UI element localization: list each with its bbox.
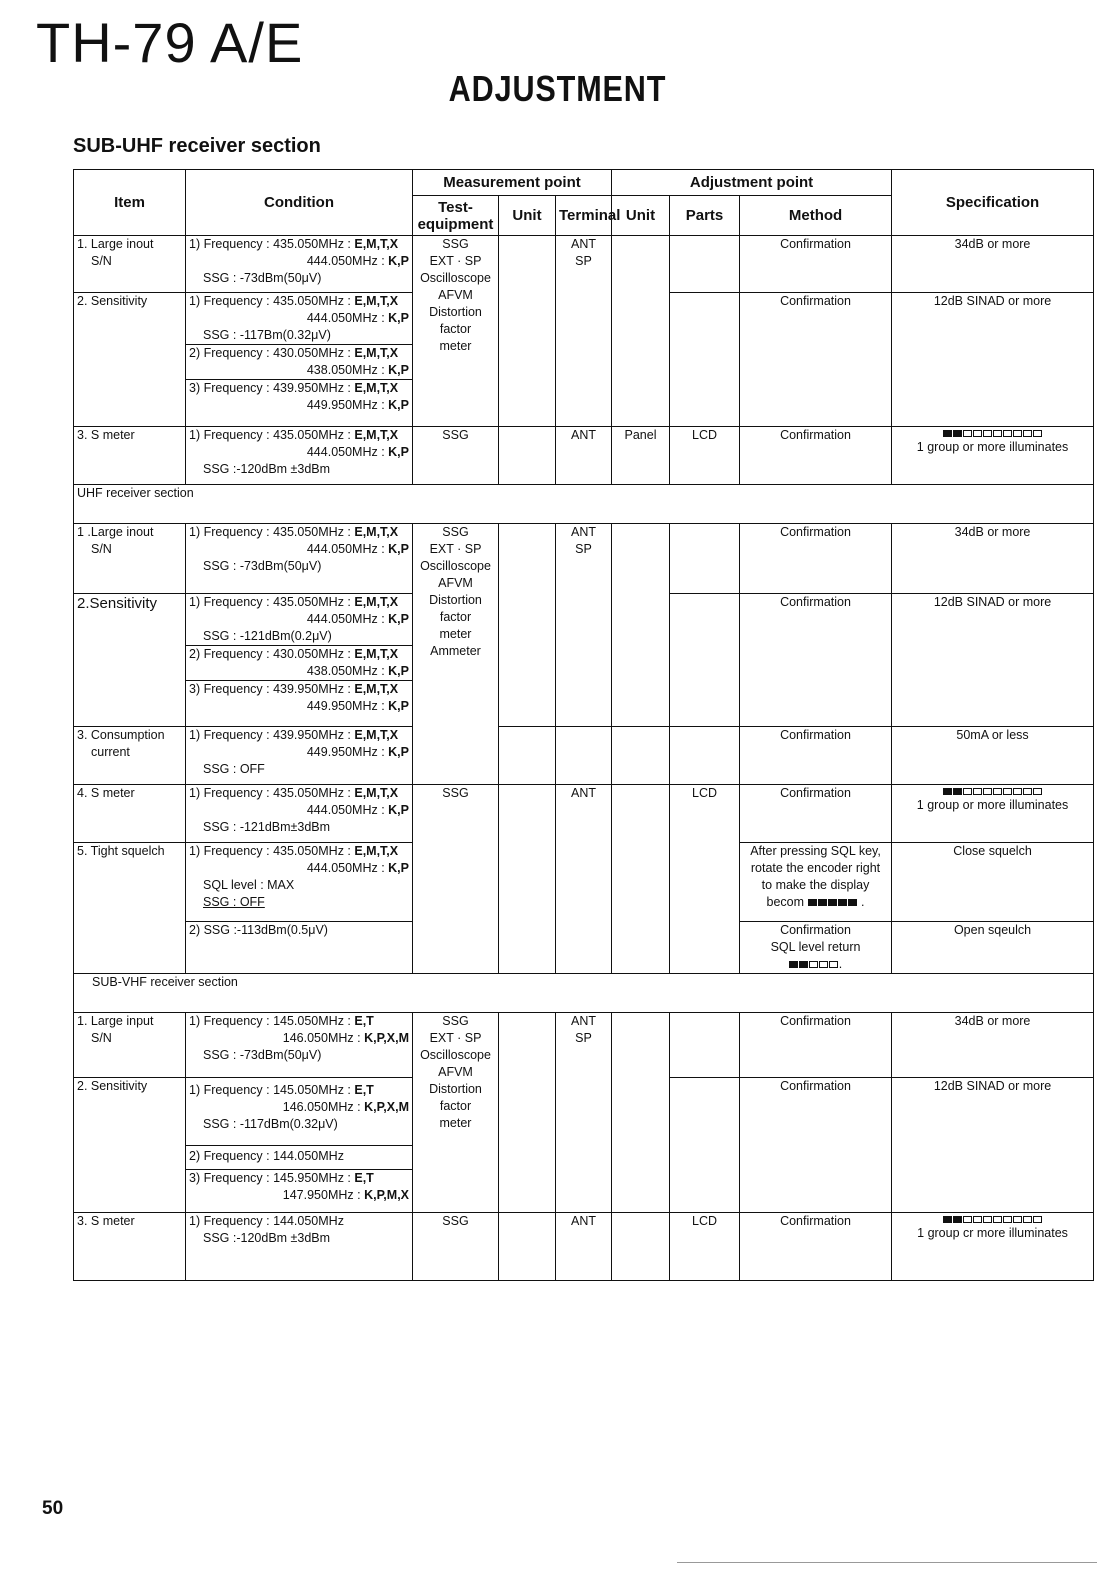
table-row <box>74 1013 1094 1078</box>
col-header-test-equipment: Test- equipment <box>413 196 499 236</box>
col-header-unit: Unit <box>499 196 556 236</box>
spec-cell: Close squelch <box>892 843 1094 922</box>
table-row <box>74 1213 1094 1281</box>
col-header-specification: Specification <box>892 170 1094 236</box>
method-cell: Confirmation <box>740 1013 892 1078</box>
unit-cell <box>499 236 556 427</box>
col-header-method: Method <box>740 196 892 236</box>
method-cell: Confirmation <box>740 293 892 427</box>
spec-cell: 1 group or more illuminates <box>892 785 1094 843</box>
equipment-line: factor <box>439 610 472 624</box>
model-title: TH-79 A/E <box>36 11 304 74</box>
adj-unit-cell <box>612 727 670 785</box>
segment-empty <box>809 961 818 968</box>
test-equipment-cell <box>413 1013 499 1213</box>
segment-empty <box>1003 430 1012 437</box>
unit-cell <box>499 1013 556 1213</box>
table-row <box>74 427 1094 485</box>
method-cell: Confirmation <box>740 727 892 785</box>
condition-cell: 1) Frequency : 435.050MHz : E,M,T,X 444.050MHz : K,P SSG : -121dBm(0.2μV) 2) Frequency : 430.050MHz : E,M,T,X 438.050MHz : K,P 3) Frequency : 439.950MHz : E,M,T,X 449.950MHz : K,P <box>186 594 413 727</box>
adj-unit-cell: Panel <box>612 427 670 485</box>
segment-empty <box>1033 430 1042 437</box>
method-cell: Confirmation <box>740 427 892 485</box>
col-header-terminal: Terminal <box>556 196 612 236</box>
spec-cell: 50mA or less <box>892 727 1094 785</box>
equipment-line: AFVM <box>438 288 473 302</box>
equipment-line: Oscilloscope <box>420 271 491 285</box>
segment-empty <box>829 961 838 968</box>
segment-filled <box>943 1216 952 1223</box>
page-number: 50 <box>42 1498 64 1519</box>
terminal-cell: ANT <box>556 785 612 974</box>
table-row <box>74 236 1094 293</box>
segment-empty <box>1023 1216 1032 1223</box>
equipment-line: meter <box>439 339 472 353</box>
condition-cell: 1) Frequency : 145.050MHz : E,T 146.050MHz : K,P,X,M SSG : -117dBm(0.32μV) 2) Frequency : 144.050MHz 3) Frequency : 145.950MHz : E,T 147.950MHz : K,P,M,X <box>186 1078 413 1213</box>
adj-unit-cell <box>612 1213 670 1281</box>
table-row <box>74 727 1094 785</box>
segment-empty <box>983 1216 992 1223</box>
segment-empty <box>1023 788 1032 795</box>
table-row <box>74 785 1094 843</box>
equipment-line: SSG <box>442 525 469 539</box>
segment-filled <box>789 961 798 968</box>
equipment-line: Distortion <box>429 305 482 319</box>
terminal-line: SP <box>575 542 592 556</box>
unit-cell <box>499 427 556 485</box>
terminal-cell <box>556 236 612 427</box>
col-header-condition: Condition <box>186 170 413 236</box>
equipment-line: SSG <box>442 1014 469 1028</box>
equipment-line: Distortion <box>429 593 482 607</box>
spec-cell: 12dB SINAD or more <box>892 594 1094 727</box>
item-cell: 2.Sensitivity <box>74 594 186 727</box>
condition-cell: 1) Frequency : 435.050MHz : E,M,T,X 444.050MHz : K,P SSG : -121dBm±3dBm <box>186 785 413 843</box>
segment-empty <box>1023 430 1032 437</box>
segment-empty <box>1033 788 1042 795</box>
segment-empty <box>1003 1216 1012 1223</box>
condition-cell: 1) Frequency : 435.050MHz : E,M,T,X 444.050MHz : K,P SSG : -117Bm(0.32μV) 2) Frequency : 430.050MHz : E,M,T,X 438.050MHz : K,P 3) Frequency : 439.950MHz : E,M,T,X 449.950MHz : K,P <box>186 293 413 427</box>
parts-cell: LCD <box>670 1213 740 1281</box>
parts-cell <box>670 236 740 293</box>
segment-empty <box>963 788 972 795</box>
method-cell: Confirmation <box>740 594 892 727</box>
unit-cell <box>499 785 556 974</box>
method-cell: After pressing SQL key, rotate the encoder right to make the display becom . <box>740 843 892 922</box>
segment-filled <box>953 1216 962 1223</box>
terminal-cell: ANT <box>556 427 612 485</box>
terminal-line: ANT <box>571 1014 596 1028</box>
method-cell: Confirmation <box>740 524 892 594</box>
segment-filled <box>953 788 962 795</box>
item-label: 1. Large inout <box>77 237 154 251</box>
equipment-line: AFVM <box>438 576 473 590</box>
equipment-line: SSG <box>442 237 469 251</box>
squelch-return-indicator <box>789 957 839 971</box>
segment-filled <box>943 430 952 437</box>
item-cell: 2. Sensitivity <box>74 293 186 427</box>
col-header-adj-unit: Unit <box>612 196 670 236</box>
condition-cell: 1) Frequency : 439.950MHz : E,M,T,X 449.950MHz : K,P SSG : OFF <box>186 727 413 785</box>
section-header-row <box>74 974 1094 1013</box>
equipment-line: Oscilloscope <box>420 1048 491 1062</box>
method-cell: Confirmation <box>740 236 892 293</box>
terminal-line: ANT <box>571 237 596 251</box>
parts-cell <box>670 727 740 785</box>
terminal-line: SP <box>575 254 592 268</box>
parts-cell <box>670 1078 740 1213</box>
section-title-uhf: UHF receiver section <box>74 485 1094 524</box>
terminal-cell: ANT <box>556 1213 612 1281</box>
segment-filled <box>828 899 837 906</box>
item-cell: 2. Sensitivity <box>74 1078 186 1213</box>
segment-empty <box>983 788 992 795</box>
item-cell: 3. S meter <box>74 1213 186 1281</box>
table-row <box>74 524 1094 594</box>
parts-cell: LCD <box>670 427 740 485</box>
test-equipment-cell <box>413 524 499 785</box>
segment-filled <box>943 788 952 795</box>
test-equipment-cell: SSG <box>413 785 499 974</box>
spec-cell: 1 group cr more illuminates <box>892 1213 1094 1281</box>
smeter-bar-indicator <box>895 427 1090 439</box>
equipment-line: AFVM <box>438 1065 473 1079</box>
parts-cell <box>670 1013 740 1078</box>
equipment-line: factor <box>439 1099 472 1113</box>
unit-cell <box>499 727 556 785</box>
col-header-measurement-point: Measurement point <box>413 170 612 196</box>
spec-cell: 1 group or more illuminates <box>892 427 1094 485</box>
segment-empty <box>973 430 982 437</box>
parts-cell <box>670 293 740 427</box>
segment-empty <box>973 788 982 795</box>
segment-empty <box>983 430 992 437</box>
item-label: S/N <box>91 254 112 268</box>
spec-cell: Open sqeulch <box>892 922 1094 974</box>
segment-empty <box>963 1216 972 1223</box>
segment-empty <box>993 430 1002 437</box>
equipment-line: EXT · SP <box>429 542 482 556</box>
segment-empty <box>993 788 1002 795</box>
segment-filled <box>838 899 847 906</box>
segment-empty <box>1033 1216 1042 1223</box>
spec-cell: 12dB SINAD or more <box>892 1078 1094 1213</box>
segment-empty <box>973 1216 982 1223</box>
equipment-line: Ammeter <box>430 644 481 658</box>
method-cell: Confirmation <box>740 1213 892 1281</box>
segment-empty <box>963 430 972 437</box>
adjustment-table <box>73 169 1094 1281</box>
smeter-bar-indicator <box>895 1213 1090 1225</box>
equipment-line: factor <box>439 322 472 336</box>
segment-empty <box>1003 788 1012 795</box>
adj-unit-cell <box>612 1013 670 1213</box>
equipment-line: Distortion <box>429 1082 482 1096</box>
item-cell: 3. S meter <box>74 427 186 485</box>
spec-cell: 34dB or more <box>892 1013 1094 1078</box>
item-cell: 4. S meter <box>74 785 186 843</box>
terminal-line: SP <box>575 1031 592 1045</box>
segment-filled <box>818 899 827 906</box>
spec-cell: 34dB or more <box>892 524 1094 594</box>
method-cell: Confirmation <box>740 1078 892 1213</box>
section-header-row <box>74 485 1094 524</box>
adj-unit-cell <box>612 785 670 974</box>
equipment-line: EXT · SP <box>429 1031 482 1045</box>
footer-rule <box>677 1562 1097 1563</box>
equipment-line: Oscilloscope <box>420 559 491 573</box>
squelch-max-indicator <box>808 895 858 909</box>
segment-filled <box>799 961 808 968</box>
page-title: ADJUSTMENT <box>448 68 667 109</box>
terminal-cell <box>556 1013 612 1213</box>
test-equipment-cell: SSG <box>413 427 499 485</box>
adj-unit-cell <box>612 524 670 727</box>
condition-cell: 1) Frequency : 435.050MHz : E,M,T,X 444.050MHz : K,P SQL level : MAX SSG : OFF <box>186 843 413 922</box>
parts-cell <box>670 594 740 727</box>
item-cell <box>74 236 186 293</box>
segment-filled <box>808 899 817 906</box>
segment-empty <box>993 1216 1002 1223</box>
segment-filled <box>848 899 857 906</box>
parts-cell: LCD <box>670 785 740 974</box>
method-cell: Confirmation <box>740 785 892 843</box>
segment-filled <box>953 430 962 437</box>
unit-cell <box>499 524 556 727</box>
segment-empty <box>1013 1216 1022 1223</box>
terminal-cell <box>556 727 612 785</box>
col-header-parts: Parts <box>670 196 740 236</box>
adj-unit-cell <box>612 236 670 427</box>
item-cell: 5. Tight squelch <box>74 843 186 974</box>
parts-cell <box>670 524 740 594</box>
equipment-line: meter <box>439 627 472 641</box>
col-header-adjustment-point: Adjustment point <box>612 170 892 196</box>
item-cell: 1 .Large inout S/N <box>74 524 186 594</box>
equipment-line: EXT · SP <box>429 254 482 268</box>
condition-cell: 1) Frequency : 435.050MHz : E,M,T,X 444.050MHz : K,P SSG : -73dBm(50μV) <box>186 236 413 293</box>
condition-cell: 1) Frequency : 435.050MHz : E,M,T,X 444.050MHz : K,P SSG :-120dBm ±3dBm <box>186 427 413 485</box>
test-equipment-cell <box>413 236 499 427</box>
condition-cell: 1) Frequency : 144.050MHz SSG :-120dBm ±3dBm <box>186 1213 413 1281</box>
spec-cell: 12dB SINAD or more <box>892 293 1094 427</box>
section-title-sub-vhf: SUB-VHF receiver section <box>74 974 1094 1013</box>
spec-cell: 34dB or more <box>892 236 1094 293</box>
condition-cell: 1) Frequency : 435.050MHz : E,M,T,X 444.050MHz : K,P SSG : -73dBm(50μV) <box>186 524 413 594</box>
terminal-line: ANT <box>571 525 596 539</box>
equipment-line: meter <box>439 1116 472 1130</box>
test-equipment-cell: SSG <box>413 1213 499 1281</box>
segment-empty <box>819 961 828 968</box>
col-header-item: Item <box>74 170 186 236</box>
item-cell: 3. Consumption current <box>74 727 186 785</box>
item-cell: 1. Large input S/N <box>74 1013 186 1078</box>
condition-cell: 1) Frequency : 145.050MHz : E,T 146.050MHz : K,P,X,M SSG : -73dBm(50μV) <box>186 1013 413 1078</box>
unit-cell <box>499 1213 556 1281</box>
segment-empty <box>1013 430 1022 437</box>
condition-cell: 2) SSG :-113dBm(0.5μV) <box>186 922 413 974</box>
terminal-cell <box>556 524 612 727</box>
section-title-sub-uhf: SUB-UHF receiver section <box>73 135 321 157</box>
segment-empty <box>1013 788 1022 795</box>
smeter-bar-indicator <box>895 785 1090 797</box>
method-cell: Confirmation SQL level return . <box>740 922 892 974</box>
